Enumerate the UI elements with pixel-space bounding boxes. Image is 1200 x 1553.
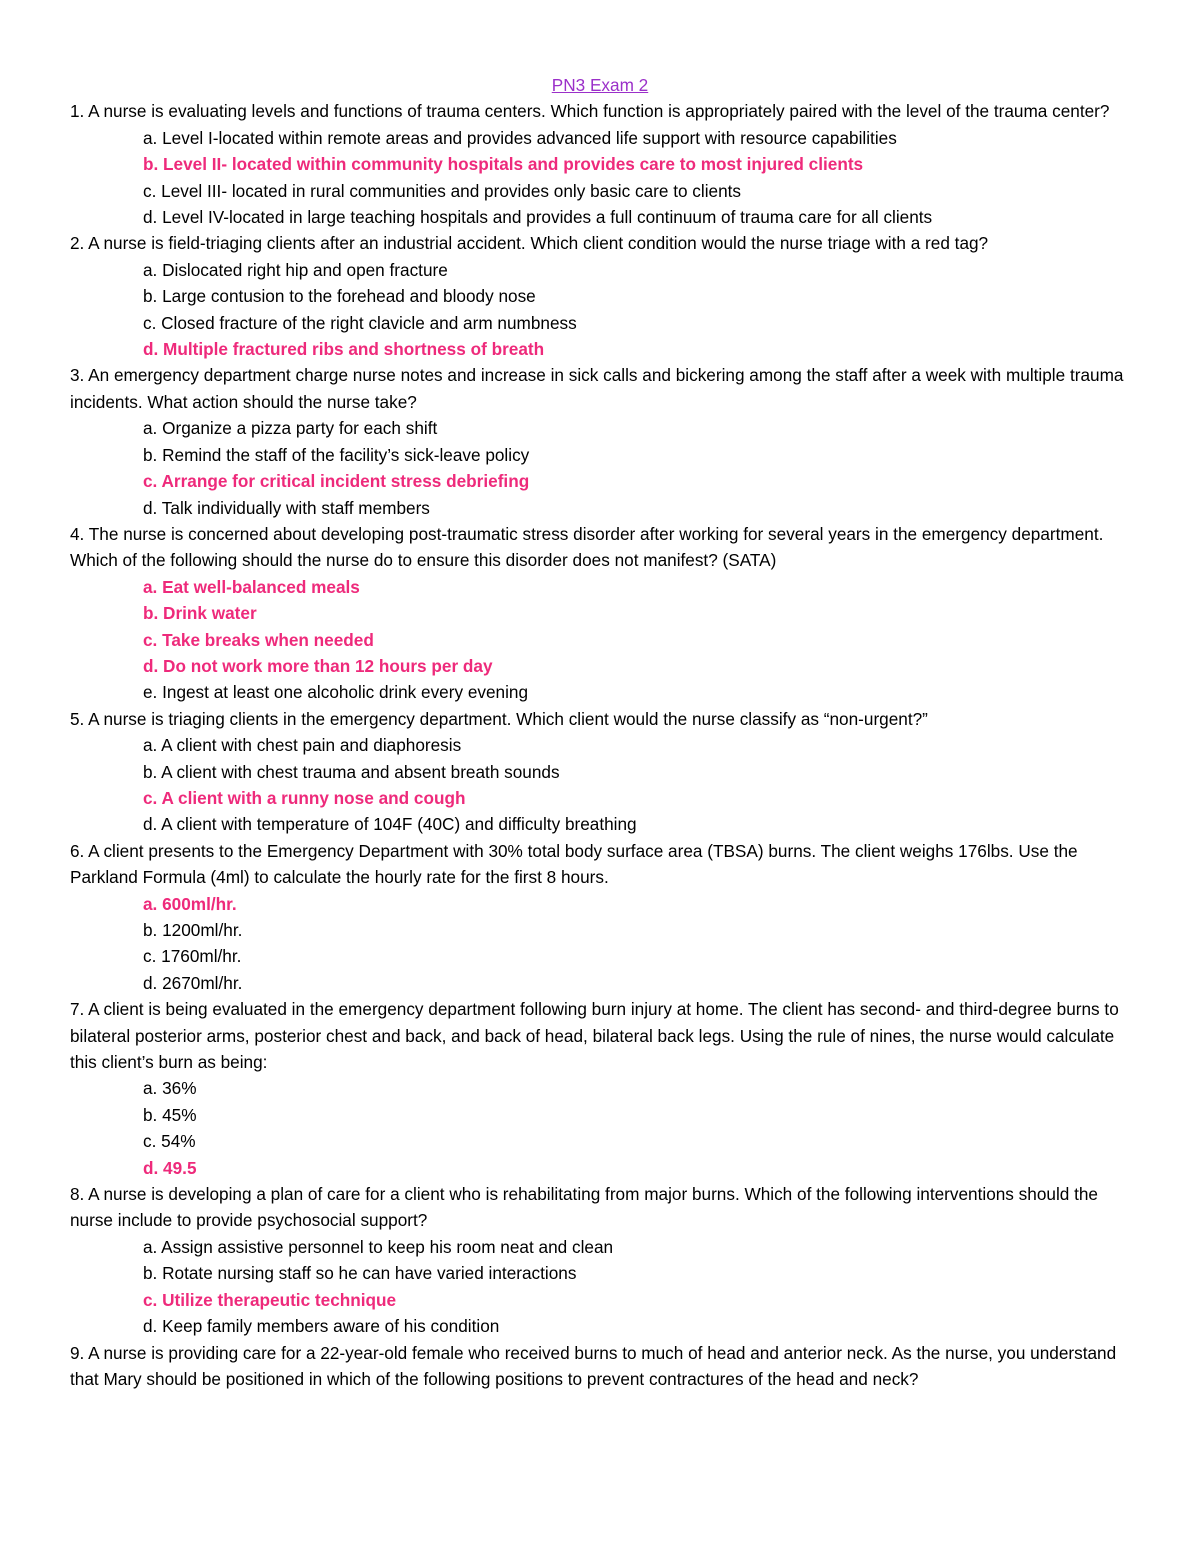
- document-page: [70, 72, 1130, 1392]
- question-stem: 4. The nurse is concerned about developing post-traumatic stress disorder after working for several years in the emergency department. Which of the following should the nurse do to ensure this disorder does not manifest? (SATA): [70, 523, 1104, 571]
- answer-option: a. Level I-located within remote areas and provides advanced life support with resource capabilities: [143, 127, 897, 148]
- question-block: [70, 521, 1130, 706]
- question-stem: 7. A client is being evaluated in the emergency department following burn injury at home. The client has second- and third-degree burns to bilateral posterior arms, posterior chest and back, and back of head, bilateral back legs. Using the rule of nines, the nurse would calculate this client’s burn as being:: [70, 999, 1119, 1073]
- answer-option-correct: a. Eat well-balanced meals: [143, 576, 360, 597]
- page-title: PN3 Exam 2: [551, 75, 649, 95]
- question-block: [70, 706, 1130, 838]
- answer-option: c. Level III- located in rural communities and provides only basic care to clients: [143, 180, 742, 201]
- answer-option-correct: c. Arrange for critical incident stress debriefing: [143, 471, 530, 492]
- answer-option: c. Closed fracture of the right clavicle and arm numbness: [143, 312, 577, 333]
- answer-option-correct: d. 49.5: [143, 1157, 197, 1178]
- answer-option-correct: c. Take breaks when needed: [143, 629, 374, 650]
- answer-option: e. Ingest at least one alcoholic drink every evening: [143, 682, 529, 703]
- question-stem: 3. An emergency department charge nurse notes and increase in sick calls and bickering among the staff after a week with multiple trauma incidents. What action should the nurse take?: [70, 365, 1124, 412]
- answer-option: a. A client with chest pain and diaphoresis: [143, 735, 462, 756]
- answer-option: b. Remind the staff of the facility’s sick-leave policy: [143, 444, 530, 465]
- answer-option: b. 45%: [143, 1104, 197, 1125]
- question-block: [70, 838, 1130, 996]
- question-block: [70, 1181, 1130, 1339]
- answer-option: a. Assign assistive personnel to keep his room neat and clean: [143, 1236, 614, 1257]
- question-stem: 9. A nurse is providing care for a 22-year-old female who received burns to much of head and anterior neck. As the nurse, you understand that Mary should be positioned in which of the following positions to prevent contractures of the head and neck?: [70, 1342, 1117, 1389]
- answer-option: d. Talk individually with staff members: [143, 497, 430, 518]
- answer-option: d. A client with temperature of 104F (40C) and difficulty breathing: [143, 814, 637, 835]
- question-block: [70, 362, 1130, 520]
- answer-option-correct: b. Drink water: [143, 603, 257, 624]
- answer-option: d. Level IV-located in large teaching hospitals and provides a full continuum of trauma care for all clients: [143, 207, 933, 228]
- answer-option: c. 1760ml/hr.: [143, 946, 242, 967]
- question-stem: 2. A nurse is field-triaging clients after an industrial accident. Which client condition would the nurse triage with a red tag?: [70, 233, 989, 254]
- answer-option-correct: d. Multiple fractured ribs and shortness of breath: [143, 339, 545, 360]
- question-block: [70, 98, 1130, 230]
- answer-option: d. 2670ml/hr.: [143, 972, 243, 993]
- answer-option-correct: c. A client with a runny nose and cough: [143, 787, 466, 808]
- answer-option: a. 36%: [143, 1078, 197, 1099]
- answer-option: a. Organize a pizza party for each shift: [143, 418, 438, 439]
- question-list: [70, 98, 1130, 1392]
- question-block: [70, 1340, 1130, 1393]
- answer-option: b. A client with chest trauma and absent breath sounds: [143, 761, 560, 782]
- answer-option: b. 1200ml/hr.: [143, 920, 243, 940]
- answer-option: b. Rotate nursing staff so he can have varied interactions: [143, 1263, 577, 1284]
- answer-option-correct: b. Level II- located within community hospitals and provides care to most injured clients: [143, 154, 864, 175]
- question-stem: 6. A client presents to the Emergency Department with 30% total body surface area (TBSA) burns. The client weighs 176lbs. Use the Parkland Formula (4ml) to calculate the hourly rate for the first 8 hours.: [70, 840, 1078, 888]
- question-block: [70, 996, 1130, 1181]
- answer-option-correct: c. Utilize therapeutic technique: [143, 1289, 397, 1310]
- question-stem: 5. A nurse is triaging clients in the emergency department. Which client would the nurse classify as “non-urgent?”: [70, 708, 928, 729]
- answer-option-correct: a. 600ml/hr.: [143, 893, 237, 914]
- answer-option: a. Dislocated right hip and open fracture: [143, 259, 448, 280]
- answer-option-correct: d. Do not work more than 12 hours per day: [143, 655, 493, 676]
- question-stem: 1. A nurse is evaluating levels and functions of trauma centers. Which function is appropriately paired with the level of the trauma center?: [70, 101, 1110, 122]
- answer-option: c. 54%: [143, 1131, 196, 1152]
- answer-option: d. Keep family members aware of his condition: [143, 1316, 500, 1337]
- question-stem: 8. A nurse is developing a plan of care for a client who is rehabilitating from major burns. Which of the following interventions should the nurse include to provide psychosocial support?: [70, 1184, 1098, 1231]
- question-block: [70, 230, 1130, 362]
- answer-option: b. Large contusion to the forehead and bloody nose: [143, 286, 536, 307]
